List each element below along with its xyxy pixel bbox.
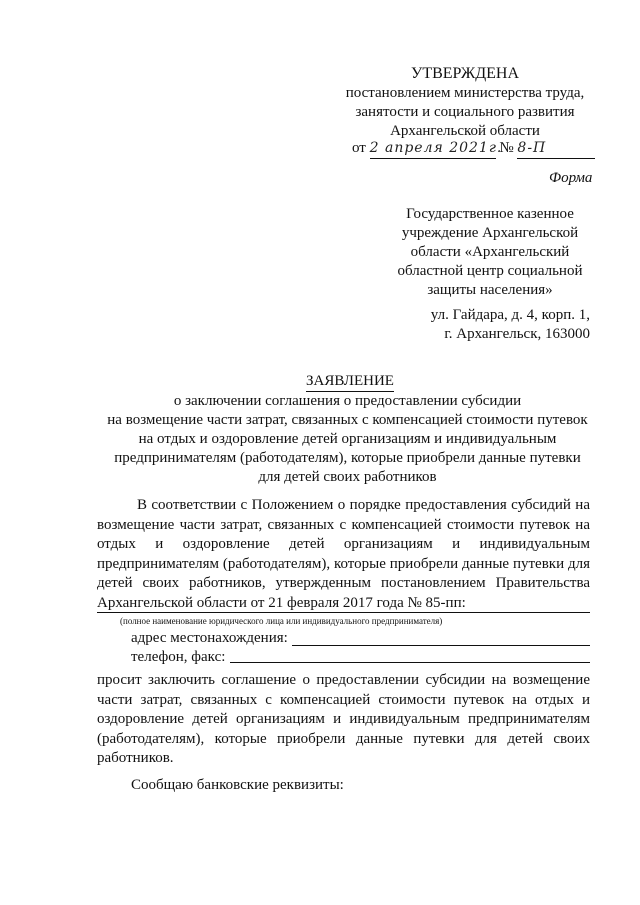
heading-line-2: на возмещение части затрат, связанных с компенсацией стоимости путевок <box>107 412 588 428</box>
approval-line-1: постановлением министерства труда, <box>345 85 585 101</box>
date-field <box>369 139 503 159</box>
number-label: № <box>499 140 514 156</box>
approval-line-2: занятости и социального развития <box>355 104 575 120</box>
number-handwritten: 8-П <box>517 140 547 156</box>
recipient-line-4: областной центр социальной <box>397 263 583 279</box>
request-paragraph: просит заключить соглашение о предоставлении субсидии на возмещение части затрат, связанных с компенсацией стоимости путевок на отдых и оздоровление детей организациям и индивидуальным предпринимателям (работодателям), которые приобрели данные путевки для детей своих работников. <box>97 672 590 766</box>
heading-line-3: на отдых и оздоровление детей организациям и индивидуальным <box>138 431 557 447</box>
approval-line-3: Архангельской области <box>390 123 540 139</box>
organization-name-line[interactable] <box>97 612 590 613</box>
number-field <box>517 139 595 159</box>
bank-details-label: Сообщаю банковские реквизиты: <box>131 777 344 793</box>
address-input-line[interactable] <box>292 645 590 646</box>
address-line-2: г. Архангельск, 163000 <box>444 326 590 342</box>
heading-line-4: предпринимателям (работодателям), которые приобрели данные путевки <box>114 450 581 466</box>
recipient-line-2: учреждение Архангельской <box>401 225 579 241</box>
address-line-1: ул. Гайдара, д. 4, корп. 1, <box>430 307 590 323</box>
address-block <box>390 306 590 344</box>
recipient-line-5: защиты населения» <box>427 282 553 298</box>
intro-paragraph: В соответствии с Положением о порядке предоставления субсидий на возмещение части затрат, связанных с компенсацией стоимости путевок на отдых и оздоровление детей организациям и индивидуальным предпринимателям (работодателям), которые приобрели данные путевки для детей своих работников, утвержденным постановлением Правительства Архангельской области от 21 февраля 2017 года № 85-пп: <box>97 497 590 611</box>
statement-heading <box>0 372 640 487</box>
date-prefix: от <box>352 140 366 156</box>
heading-title: ЗАЯВЛЕНИЕ <box>306 372 394 392</box>
approval-block <box>340 63 590 141</box>
organization-name-hint: (полное наименование юридического лица или индивидуального предпринимателя) <box>120 616 443 626</box>
address-label: адрес местонахождения: <box>131 630 288 646</box>
approval-title: УТВЕРЖДЕНА <box>410 65 519 82</box>
recipient-line-3: области «Архангельский <box>410 244 570 260</box>
phone-input-line[interactable] <box>230 662 590 663</box>
heading-line-5: для детей своих работников <box>258 469 437 485</box>
phone-label: телефон, факс: <box>131 649 226 665</box>
recipient-line-1: Государственное казенное <box>406 206 574 222</box>
heading-line-1: о заключении соглашения о предоставлении субсидии <box>173 393 522 409</box>
date-handwritten: 2 апреля 2021г. <box>369 140 503 156</box>
approval-date-line <box>352 139 595 159</box>
form-label: Форма <box>549 170 593 186</box>
recipient-block <box>390 205 590 300</box>
